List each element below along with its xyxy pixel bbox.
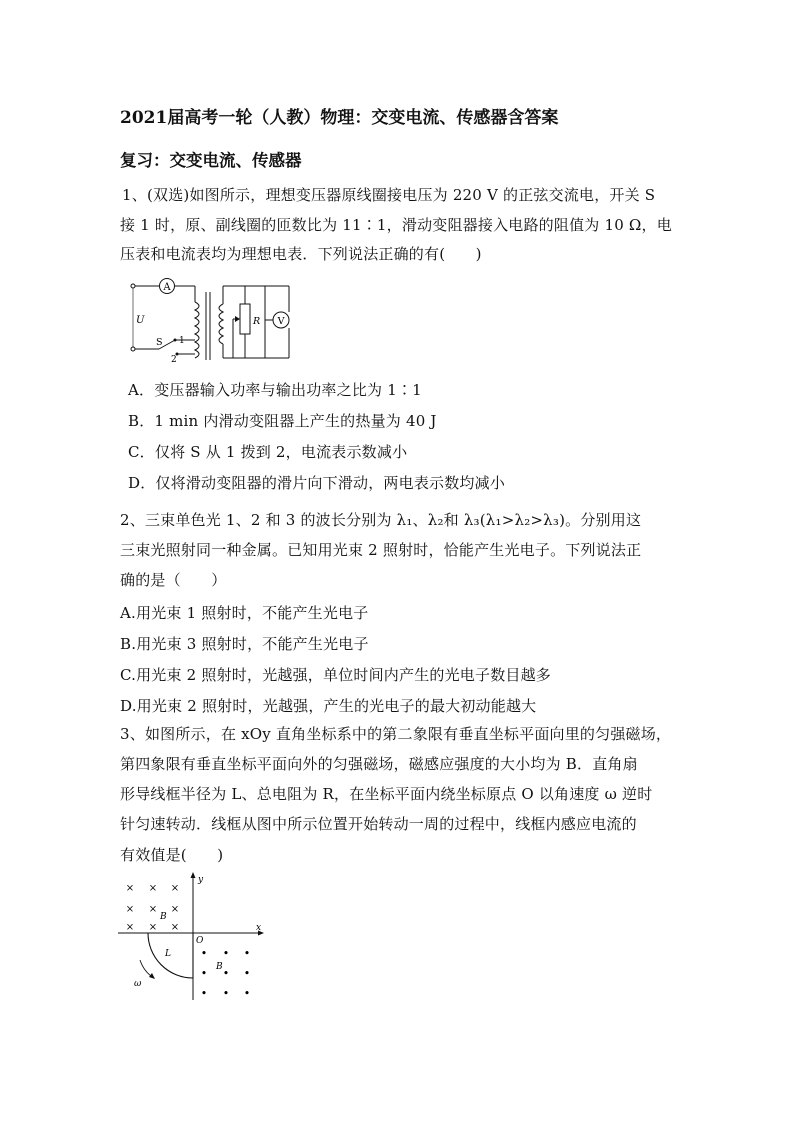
- rheostat-icon: [240, 304, 250, 334]
- q2-option-d: D.用光束 2 照射时，光越强，产生的光电子的最大初动能越大: [120, 697, 537, 715]
- q1-transformer-circuit-figure: [125, 274, 295, 370]
- svg-text:•: •: [222, 947, 230, 960]
- svg-text:•: •: [243, 947, 251, 960]
- svg-text:×: ×: [125, 883, 135, 894]
- svg-text:•: •: [222, 987, 230, 1000]
- svg-text:•: •: [243, 987, 251, 1000]
- tap2-label: 2: [171, 355, 177, 365]
- q2-text-line3: 确的是（ ）: [120, 571, 227, 589]
- voltmeter-label: V: [277, 316, 285, 327]
- field-upper-label: B: [160, 912, 167, 922]
- q3-text-line2: 第四象限有垂直坐标平面向外的匀强磁场，磁感应强度的大小均为 B．直角扇: [120, 755, 638, 773]
- switch-label: S: [156, 337, 163, 348]
- omega-label: ω: [134, 979, 142, 989]
- q3-text-line4: 针匀速转动．线框从图中所示位置开始转动一周的过程中，线框内感应电流的: [120, 815, 637, 833]
- q3-text-line3: 形导线框半径为 L、总电阻为 R，在坐标平面内绕坐标原点 O 以角速度 ω 逆时: [120, 785, 653, 803]
- q1-text-line1: 1、(双选)如图所示，理想变压器原线圈接电压为 220 V 的正弦交流电，开关 S: [122, 186, 656, 204]
- document-title: 2021届高考一轮（人教）物理：交变电流、传感器含答案: [120, 108, 559, 128]
- svg-text:•: •: [200, 947, 208, 960]
- svg-text:×: ×: [148, 883, 158, 894]
- q3-magnetic-field-figure: [118, 870, 268, 1002]
- q1-option-b: B．1 min 内滑动变阻器上产生的热量为 40 J: [128, 412, 437, 430]
- y-axis-label: y: [198, 875, 204, 885]
- q2-option-b: B.用光束 3 照射时，不能产生光电子: [120, 635, 369, 653]
- q1-text-line3: 压表和电流表均为理想电表．下列说法正确的有( ): [120, 245, 482, 263]
- svg-text:×: ×: [170, 922, 180, 933]
- q2-text-line1: 2、三束单色光 1、2 和 3 的波长分别为 λ₁、λ₂和 λ₃(λ₁>λ₂>λ₃)。分别用这: [120, 511, 642, 529]
- field-lower-label: B: [216, 962, 223, 972]
- x-axis-label: x: [256, 923, 262, 933]
- q2-text-line2: 三束光照射同一种金属。已知用光束 2 照射时，恰能产生光电子。下列说法正: [120, 541, 642, 559]
- resistor-label: R: [253, 316, 261, 327]
- svg-text:×: ×: [125, 904, 135, 915]
- field-out-of-page-dots: [201, 947, 251, 1000]
- q1-option-d: D．仅将滑动变阻器的滑片向下滑动，两电表示数均减小: [128, 474, 506, 492]
- ammeter-label: A: [163, 282, 171, 293]
- radius-label: L: [165, 949, 171, 959]
- svg-text:×: ×: [148, 904, 158, 915]
- svg-text:•: •: [200, 967, 208, 980]
- q2-option-c: C.用光束 2 照射时，光越强，单位时间内产生的光电子数目越多: [120, 666, 551, 684]
- svg-text:•: •: [243, 967, 251, 980]
- q1-option-a: A．变压器输入功率与输出功率之比为 1∶1: [128, 381, 422, 399]
- svg-text:•: •: [222, 967, 230, 980]
- q1-text-line2: 接 1 时，原、副线圈的匝数比为 11∶1，滑动变阻器接入电路的阻值为 10 Ω，电: [120, 216, 672, 234]
- svg-text:×: ×: [170, 904, 180, 915]
- q3-text-line1: 3、如图所示，在 xOy 直角坐标系中的第二象限有垂直坐标平面向里的匀强磁场，: [120, 725, 672, 743]
- q2-option-a: A.用光束 1 照射时，不能产生光电子: [120, 604, 369, 622]
- origin-label: O: [196, 936, 204, 946]
- q3-text-line5: 有效值是( ): [120, 846, 224, 864]
- field-into-page-crosses: [126, 883, 179, 933]
- voltage-label: U: [136, 315, 145, 326]
- svg-text:×: ×: [170, 883, 180, 894]
- section-heading: 复习：交变电流、传感器: [120, 151, 302, 170]
- tap1-label: 1: [179, 336, 185, 346]
- svg-text:×: ×: [125, 922, 135, 933]
- svg-text:•: •: [200, 987, 208, 1000]
- q1-option-c: C．仅将 S 从 1 拨到 2，电流表示数减小: [128, 443, 408, 461]
- svg-text:×: ×: [148, 922, 158, 933]
